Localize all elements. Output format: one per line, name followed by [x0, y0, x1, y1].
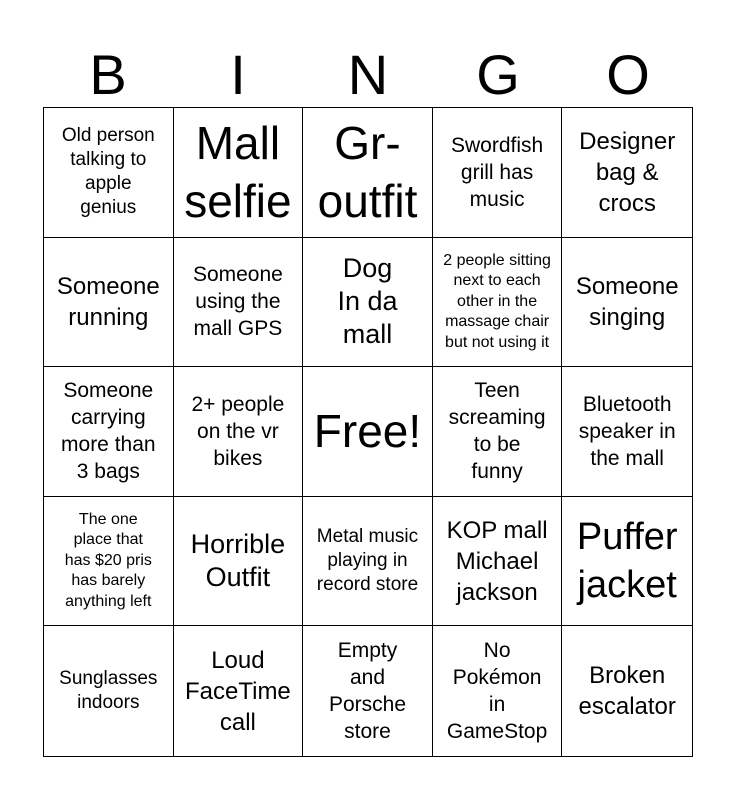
bingo-cell[interactable]: [562, 108, 692, 238]
bingo-cell[interactable]: [562, 238, 692, 368]
bingo-cell[interactable]: [562, 626, 692, 756]
cell-text: Sunglasses indoors: [59, 668, 158, 714]
header-letter-g: G: [476, 43, 520, 106]
cell-text: Broken escalator: [578, 662, 676, 721]
bingo-board: [43, 107, 693, 757]
bingo-cell[interactable]: [562, 497, 692, 627]
bingo-cell[interactable]: [303, 626, 433, 756]
bingo-cell[interactable]: [433, 238, 563, 368]
bingo-cell[interactable]: [44, 108, 174, 238]
bingo-cell[interactable]: [303, 108, 433, 238]
bingo-cell[interactable]: [303, 497, 433, 627]
bingo-cell[interactable]: [174, 497, 304, 627]
bingo-header: [43, 44, 693, 106]
cell-text: Metal music playing in record store: [316, 526, 419, 596]
cell-text: Someone using the mall GPS: [192, 263, 283, 341]
free-space[interactable]: [303, 367, 433, 497]
bingo-cell[interactable]: [433, 497, 563, 627]
bingo-cell[interactable]: [44, 238, 174, 368]
bingo-cell[interactable]: [174, 626, 304, 756]
cell-text: Someone carrying more than 3 bags: [61, 379, 156, 484]
cell-text: Puffer jacket: [576, 516, 678, 607]
cell-text: 2 people sitting next to each other in the massage chair but not using it: [443, 251, 551, 351]
cell-text: Old person talking to apple genius: [61, 125, 155, 219]
free-space-text: Free!: [313, 405, 422, 458]
bingo-cell[interactable]: [44, 626, 174, 756]
header-letter-o: O: [606, 43, 650, 106]
header-letter-b: B: [89, 43, 127, 106]
cell-text: Loud FaceTime call: [184, 646, 291, 736]
bingo-cell[interactable]: [433, 367, 563, 497]
cell-text: Mall selfie: [184, 117, 292, 228]
cell-text: Someone singing: [575, 272, 679, 331]
cell-text: No Pokémon in GameStop: [446, 639, 548, 744]
cell-text: The one place that has $20 pris has barely anything left: [64, 510, 152, 610]
cell-text: Horrible Outfit: [190, 529, 286, 593]
cell-text: Dog In da mall: [337, 253, 398, 350]
bingo-cell[interactable]: [174, 367, 304, 497]
bingo-cell[interactable]: [562, 367, 692, 497]
cell-text: Gr- outfit: [317, 117, 418, 228]
bingo-cell[interactable]: [174, 238, 304, 368]
bingo-cell[interactable]: [44, 367, 174, 497]
cell-text: Empty and Porsche store: [328, 639, 407, 744]
cell-text: Bluetooth speaker in the mall: [578, 392, 676, 470]
bingo-cell[interactable]: [303, 238, 433, 368]
cell-text: Teen screaming to be funny: [448, 379, 546, 484]
cell-text: Someone running: [56, 272, 160, 331]
bingo-cell[interactable]: [433, 108, 563, 238]
header-letter-i: I: [230, 43, 246, 106]
cell-text: KOP mall Michael jackson: [446, 516, 548, 606]
bingo-cell[interactable]: [44, 497, 174, 627]
cell-text: 2+ people on the vr bikes: [191, 392, 285, 470]
cell-text: Designer bag & crocs: [579, 127, 676, 217]
cell-text: Swordfish grill has music: [450, 133, 544, 211]
bingo-cell[interactable]: [174, 108, 304, 238]
bingo-cell[interactable]: [433, 626, 563, 756]
header-letter-n: N: [347, 43, 389, 106]
